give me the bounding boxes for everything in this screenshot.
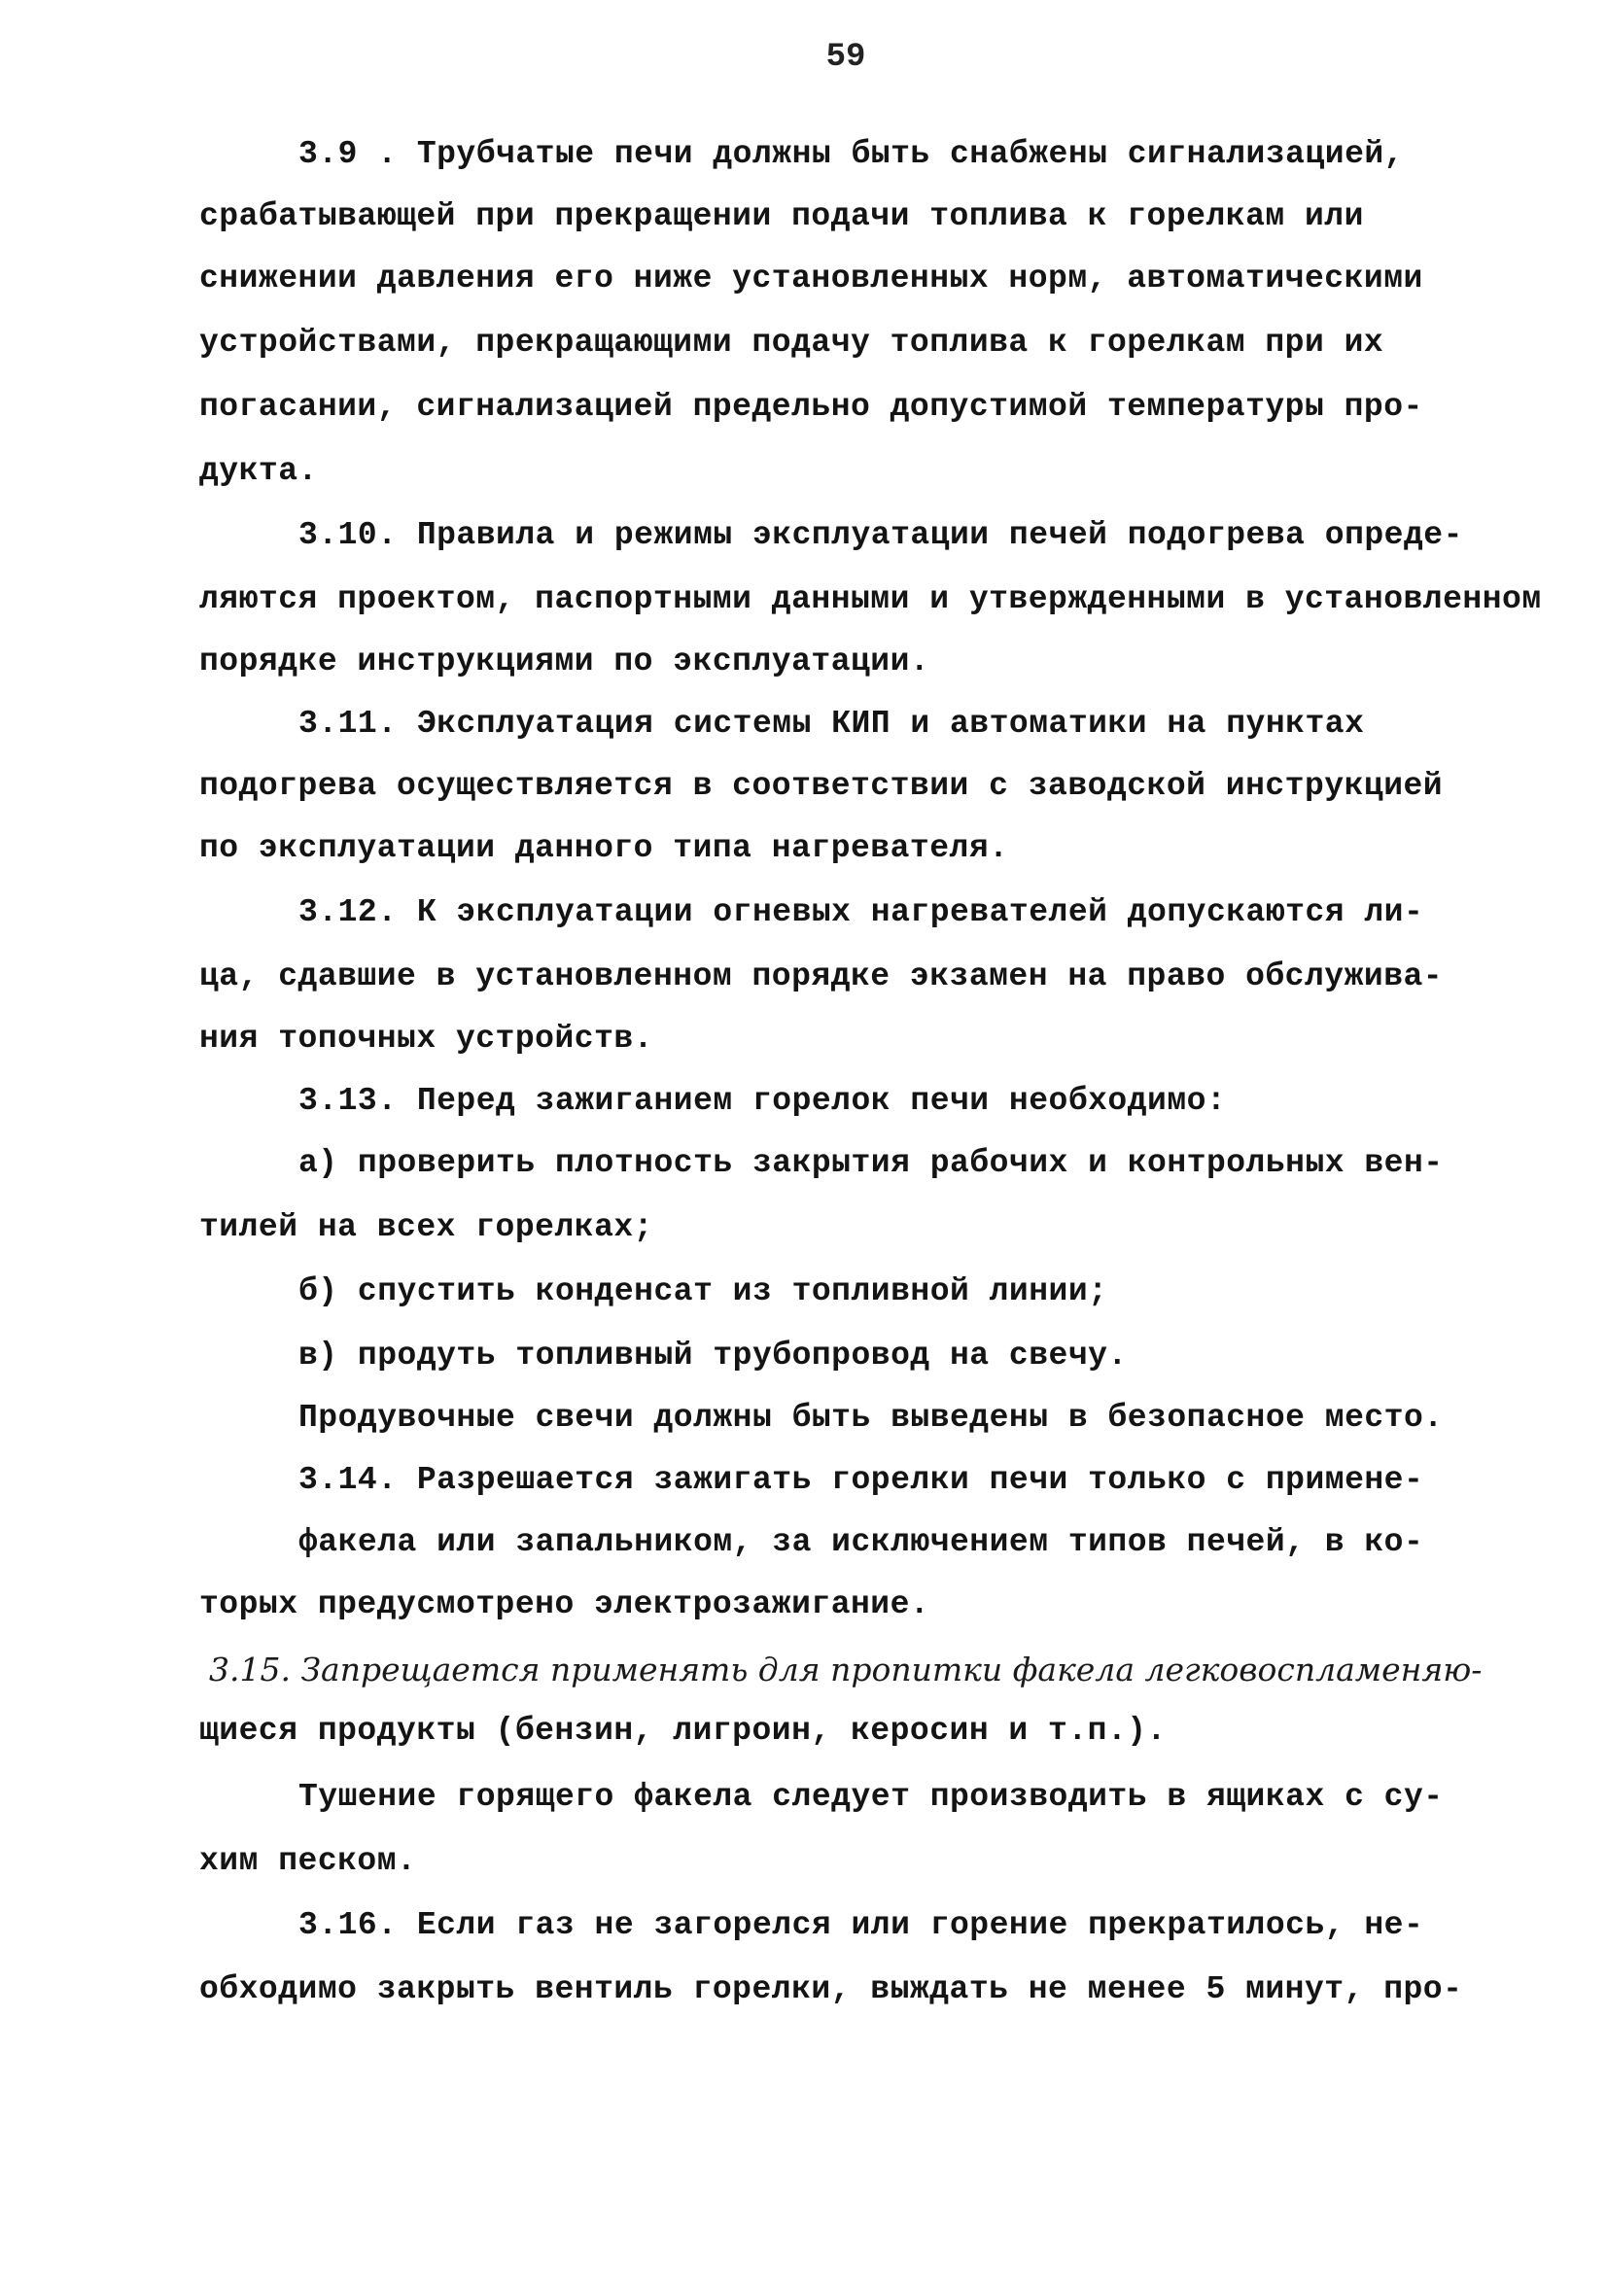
paragraph-3-14-line-1: 3.14. Разрешается зажигать горелки печи только с примене- xyxy=(298,1462,1424,1498)
paragraph-3-15-line-2: щиеся продукты (бензин, лигроин, керосин и т.п.). xyxy=(199,1713,1167,1749)
paragraph-3-9-line-5: погасании, сигнализацией предельно допустимой температуры про- xyxy=(199,389,1423,425)
paragraph-3-12-line-1: 3.12. К эксплуатации огневых нагревателей допускаются ли- xyxy=(298,894,1424,930)
paragraph-3-9-line-6: дукта. xyxy=(199,453,318,489)
paragraph-3-11-line-3: по эксплуатации данного типа нагревателя. xyxy=(199,830,1009,866)
paragraph-3-12-line-3: ния топочных устройств. xyxy=(199,1021,653,1057)
paragraph-3-16-line-1: 3.16. Если газ не загорелся или горение прекратилось, не- xyxy=(298,1907,1424,1943)
paragraph-3-15-line-1: 3.15. Запрещается применять для пропитки факела легковоспламеняю- xyxy=(209,1651,1483,1688)
paragraph-3-13-line-1: 3.13. Перед зажиганием горелок печи необходимо: xyxy=(298,1083,1227,1119)
list-item-b: б) спустить конденсат из топливной линии; xyxy=(298,1273,1108,1309)
paragraph-3-11-line-1: 3.11. Эксплуатация системы КИП и автоматики на пунктах xyxy=(298,706,1365,742)
paragraph-3-10-line-1: 3.10. Правила и режимы эксплуатации печей подогрева опреде- xyxy=(298,517,1463,553)
list-item-v: в) продуть топливный трубопровод на свечу. xyxy=(298,1338,1128,1374)
paragraph-3-12-line-2: ца, сдавшие в установленном порядке экзамен на право обслужива- xyxy=(199,958,1444,994)
torch-extinguishing-line-1: Тушение горящего факела следует производить в ящиках с су- xyxy=(298,1779,1444,1815)
purge-candles-note: Продувочные свечи должны быть выведены в безопасное место. xyxy=(298,1400,1444,1436)
paragraph-3-9-line-4: устройствами, прекращающими подачу топлива к горелкам при их xyxy=(199,325,1384,361)
paragraph-3-11-line-2: подогрева осуществляется в соответствии с заводской инструкцией xyxy=(199,768,1444,804)
paragraph-3-10-line-3: порядке инструкциями по эксплуатации. xyxy=(199,644,930,679)
list-item-a-line-2: тилей на всех горелках; xyxy=(199,1209,653,1245)
paragraph-3-10-line-2: ляются проектом, паспортными данными и утвержденными в установленном xyxy=(199,581,1542,617)
paragraph-3-9-line-3: снижении давления его ниже установленных норм, автоматическими xyxy=(199,261,1423,296)
torch-extinguishing-line-2: хим песком. xyxy=(199,1843,417,1879)
paragraph-3-16-line-2: обходимо закрыть вентиль горелки, выждать не менее 5 минут, про- xyxy=(199,1971,1463,2007)
paragraph-3-9-line-1: 3.9 . Трубчатые печи должны быть снабжены сигнализацией, xyxy=(298,136,1404,172)
list-item-a-line-1: а) проверить плотность закрытия рабочих и контрольных вен- xyxy=(298,1145,1444,1181)
paragraph-3-9-line-2: срабатывающей при прекращении подачи топлива к горелкам или xyxy=(199,198,1364,234)
paragraph-3-14-line-2: факела или запальником, за исключением типов печей, в ко- xyxy=(298,1524,1424,1560)
page-number: 59 xyxy=(825,39,866,76)
paragraph-3-14-line-3: торых предусмотрено электрозажигание. xyxy=(199,1586,930,1622)
